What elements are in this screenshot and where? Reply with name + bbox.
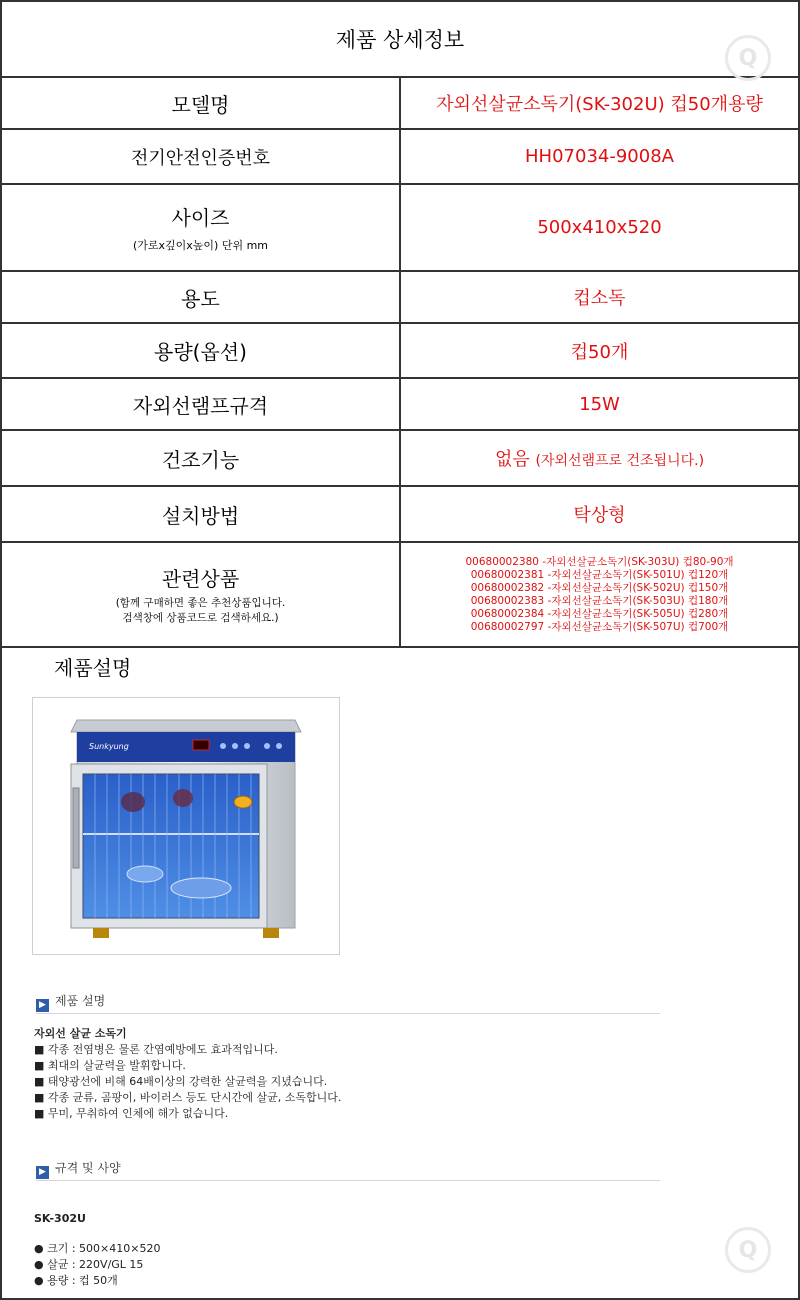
feature-title: 자외선 살균 소독기	[34, 1027, 127, 1040]
related-item[interactable]: 00680002381 -자외선살균소독기(SK-501U) 컵120개	[470, 568, 729, 581]
size-unit-note: (가로x깊이x높이) 단위 mm	[132, 239, 269, 252]
spec-item: ● 크기 : 500×410×520	[34, 1242, 161, 1255]
q-watermark-icon: Q	[725, 1227, 771, 1273]
related-label: 관련상품 (함께 구매하면 좋은 추천상품입니다. 검색창에 상품코드로 검색하세요.)	[1, 542, 400, 647]
spec-item: ● 용량 : 컵 50개	[34, 1274, 118, 1287]
use-label: 용도	[1, 271, 400, 323]
capacity-label: 용량(옵션)	[1, 323, 400, 378]
cert-label: 전기안전인증번호	[1, 129, 400, 184]
feature-item: ■ 최대의 살균력을 발휘합니다.	[34, 1059, 186, 1072]
feature-list	[34, 1026, 341, 1122]
feature-item: ■ 각종 균류, 곰팡이, 바이러스 등도 단시간에 살균, 소독합니다.	[34, 1091, 342, 1104]
feature-item: ■ 각종 전염병은 물론 간염예방에도 효과적입니다.	[34, 1043, 278, 1056]
dry-label: 건조기능	[1, 430, 400, 486]
use-value: 컵소독	[400, 271, 799, 323]
related-list	[400, 542, 799, 647]
spec-model: SK-302U	[34, 1212, 86, 1225]
related-item[interactable]: 00680002380 -자외선살균소독기(SK-303U) 컵80-90개	[465, 555, 734, 568]
description-title: 제품설명	[54, 656, 132, 680]
cert-value: HH07034-9008A	[400, 129, 799, 184]
related-item[interactable]: 00680002384 -자외선살균소독기(SK-505U) 컵280개	[470, 607, 729, 620]
spec-table	[0, 0, 800, 648]
install-label: 설치방법	[1, 486, 400, 542]
section-arrow-icon: ▶	[36, 999, 49, 1012]
lamp-value: 15W	[400, 378, 799, 430]
product-image	[32, 697, 340, 955]
spec-list	[34, 1241, 160, 1289]
capacity-value: 컵50개	[400, 323, 799, 378]
section-product-description: ▶ 제품 설명	[36, 992, 660, 1014]
page-title: 제품 상세정보	[1, 1, 799, 77]
related-item[interactable]: 00680002382 -자외선살균소독기(SK-502U) 컵150개	[470, 581, 729, 594]
feature-item: ■ 태양광선에 비해 64배이상의 강력한 살균력을 지녔습니다.	[34, 1075, 328, 1088]
related-item[interactable]: 00680002797 -자외선살균소독기(SK-507U) 컵700개	[470, 620, 729, 633]
spec-item: ● 살균 : 220V/GL 15	[34, 1258, 144, 1271]
model-label: 모델명	[1, 77, 400, 129]
q-watermark-icon: Q	[725, 35, 771, 81]
related-item[interactable]: 00680002383 -자외선살균소독기(SK-503U) 컵180개	[470, 594, 729, 607]
section-specifications: ▶ 규격 및 사양	[36, 1159, 660, 1181]
feature-item: ■ 무미, 무취하여 인체에 해가 없습니다.	[34, 1107, 229, 1120]
lamp-label: 자외선램프규격	[1, 378, 400, 430]
install-value: 탁상형	[400, 486, 799, 542]
section-arrow-icon: ▶	[36, 1166, 49, 1179]
dry-note: (자외선램프로 건조됩니다.)	[535, 453, 705, 469]
size-value: 500x410x520	[400, 184, 799, 271]
related-note: (함께 구매하면 좋은 추천상품입니다. 검색창에 상품코드로 검색하세요.)	[115, 597, 286, 624]
uv-sterilizer-product-image	[33, 698, 339, 954]
size-label: 사이즈 (가로x깊이x높이) 단위 mm	[1, 184, 400, 271]
model-value: 자외선살균소독기(SK-302U) 컵50개용량	[400, 77, 799, 129]
brand-label: Sunkyung	[89, 742, 129, 751]
dry-value: 없음 (자외선램프로 건조됩니다.)	[400, 430, 799, 486]
